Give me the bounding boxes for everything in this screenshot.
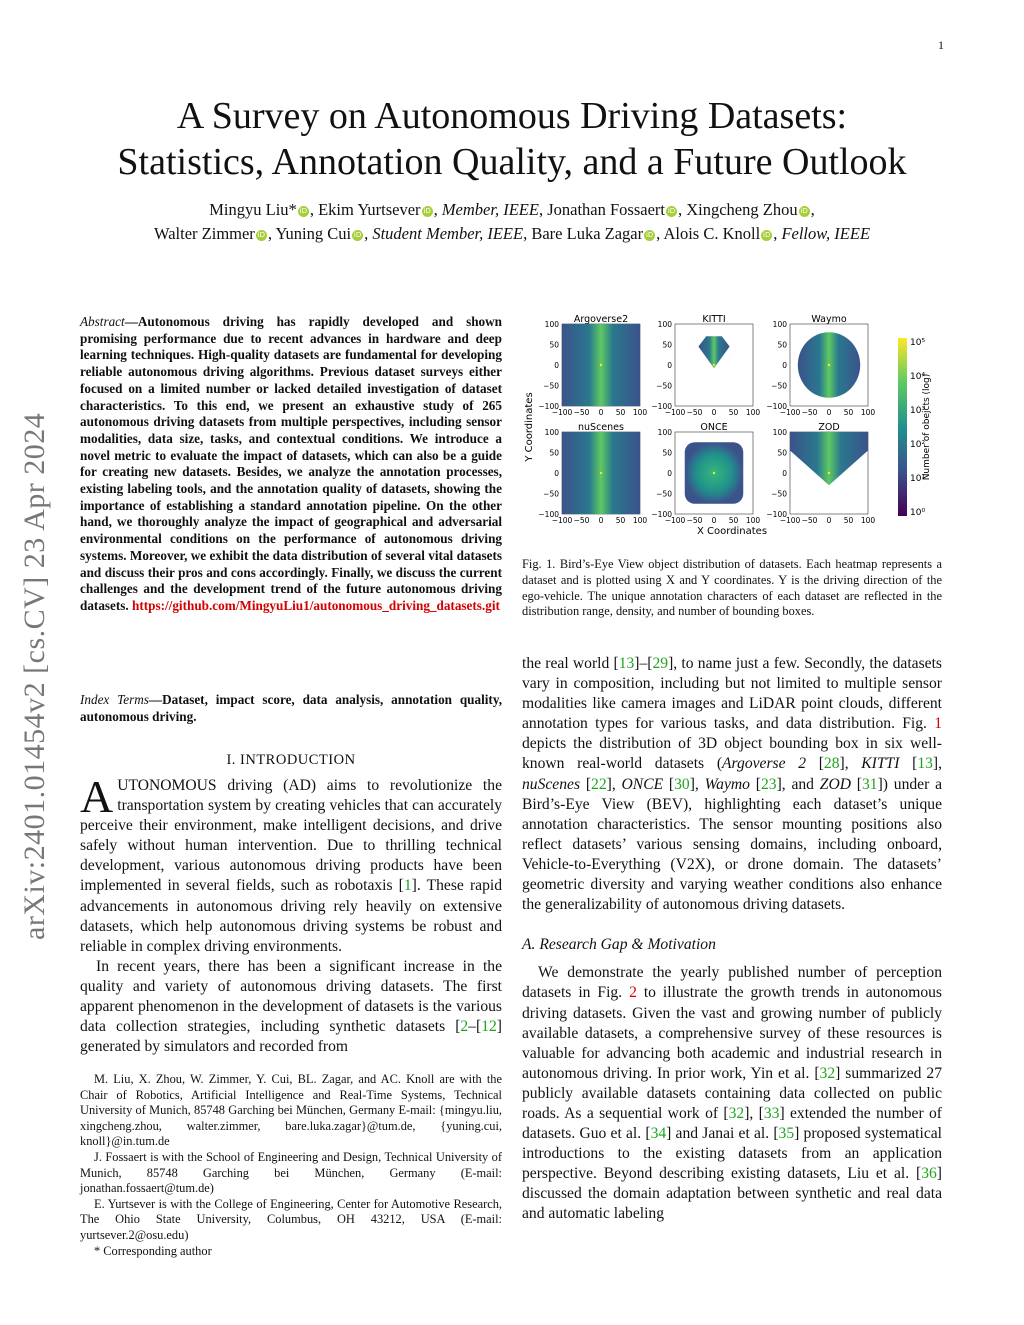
colorbar-tick-label: 10¹ <box>910 474 926 484</box>
y-tick-label: 0 <box>554 361 559 370</box>
colorbar <box>898 338 907 516</box>
orcid-icon[interactable]: iD <box>800 207 808 215</box>
x-tick-label: −50 <box>801 408 818 417</box>
author: , Yuning Cui <box>267 224 352 243</box>
citation[interactable]: 30 <box>674 775 690 793</box>
orcid-icon[interactable]: iD <box>645 231 654 239</box>
citation[interactable]: 29 <box>652 655 669 672</box>
citation[interactable]: 32 <box>819 1064 836 1082</box>
y-tick-label: 100 <box>772 428 787 437</box>
abstract <box>80 314 502 615</box>
colorbar-tick-label: 10³ <box>910 406 926 416</box>
author: Walter Zimmer <box>153 224 255 243</box>
y-tick-label: −100 <box>651 402 672 411</box>
orcid-icon[interactable]: iD <box>763 231 771 239</box>
x-tick-label: 50 <box>843 516 854 525</box>
citation[interactable]: 13 <box>618 655 635 672</box>
author-role: Student Member, IEEE <box>372 224 524 243</box>
colorbar-tick-label: 10⁰ <box>910 508 926 518</box>
y-tick-label: 100 <box>772 320 787 329</box>
author-role: Member, IEEE <box>441 200 539 219</box>
x-tick-label: −100 <box>664 408 686 417</box>
citation[interactable]: 36 <box>921 1165 937 1183</box>
orcid-icon[interactable]: iD <box>257 231 265 239</box>
citation[interactable]: 33 <box>763 1104 780 1122</box>
paper-title <box>40 93 984 185</box>
x-tick-label: 50 <box>615 516 626 525</box>
heatmap-panel <box>538 422 647 525</box>
index-terms-text: —Dataset, impact score, data analysis, annotation quality, autonomous driving. <box>80 692 502 724</box>
drop-cap: A <box>80 771 114 822</box>
abstract-text: —Autonomous driving has rapidly developed and shown promising performance due to recent advances in hardware and deep learning techniques. High-quality datasets are fundamental for developing reliable autonomous driving algorithms. Previous dataset surveys either focused on a limited number or lacked detailed investigation of dataset characteristics. To this end, we present an exhaustive study of 265 autonomous driving datasets from multiple perspectives, including sensor modalities, data size, tasks, and contextual conditions. We introduce a novel metric to evaluate the impact of datasets, which can also be a guide for creating new datasets. Besides, we analyze the annotation processes, existing labeling tools, and the annotation quality of datasets, showing the importance of establishing a standard annotation pipeline. On the other hand, we thoroughly analyze the impact of geographical and adversarial environmental conditions on the performance of autonomous driving systems. Moreover, we exhibit the data distribution of several vital datasets and discuss their pros and cons accordingly. Finally, we discuss the current challenges and the development trend of the future autonomous driving datasets. <box>80 314 502 613</box>
citation[interactable]: 22 <box>591 775 607 793</box>
panel-title: Argoverse2 <box>573 314 629 325</box>
y-axis-label: Y Coordinates <box>524 392 535 462</box>
author: Mingyu Liu* <box>209 200 297 219</box>
x-tick-label: 50 <box>843 408 854 417</box>
y-tick-label: 50 <box>549 448 559 458</box>
colorbar-tick-label: 10² <box>910 440 926 450</box>
right-body-text <box>522 654 942 1225</box>
heatmap-figure <box>522 312 942 542</box>
intro-paragraph-2: In recent years, there has been a significant increase in the quality and variety of autonomous driving datasets. The first apparent phenomenon in the development of datasets is the various data collection strategies, including synthetic datasets [2–[12] generated by simulators and recorded from <box>80 957 502 1056</box>
y-tick-label: 50 <box>777 340 787 350</box>
x-tick-label: −50 <box>686 408 703 417</box>
x-tick-label: 50 <box>728 516 739 525</box>
y-tick-label: 50 <box>662 448 672 458</box>
x-tick-label: −50 <box>573 516 590 525</box>
author-role: Fellow, IEEE <box>781 224 871 243</box>
citation[interactable]: 12 <box>481 1018 497 1036</box>
colorbar-tick-label: 10⁴ <box>910 372 926 382</box>
x-tick-label: 100 <box>632 516 648 525</box>
x-tick-label: 0 <box>711 408 717 417</box>
footnote: E. Yurtsever is with the College of Engineering, Center for Automotive Research, The Ohio State University, Columbus, OH 43212, USA (E-mail: yurtsever.2@osu.edu) <box>80 1196 502 1242</box>
page-number: 1 <box>938 38 944 52</box>
orcid-icon[interactable]: iD <box>299 207 307 215</box>
y-tick-label: 0 <box>667 469 672 478</box>
arxiv-stamp: arXiv:2401.01454v2 [cs.CV] 23 Apr 2024 <box>18 412 51 940</box>
panel-title: KITTI <box>702 314 726 325</box>
y-tick-label: −100 <box>538 402 559 411</box>
x-tick-label: −100 <box>664 516 686 525</box>
y-tick-label: 0 <box>782 361 787 370</box>
x-tick-label: −100 <box>551 516 573 525</box>
x-tick-label: 100 <box>745 516 761 525</box>
x-tick-label: 100 <box>860 408 876 417</box>
x-tick-label: 100 <box>632 408 648 417</box>
citation[interactable]: 34 <box>650 1125 667 1143</box>
y-tick-label: −50 <box>656 381 672 391</box>
citation[interactable]: 35 <box>778 1125 795 1143</box>
heatmap-panel <box>538 314 647 417</box>
author: , Ekim Yurtsever <box>309 200 421 219</box>
heatmap-panel <box>651 422 760 525</box>
y-tick-label: −100 <box>766 402 787 411</box>
y-tick-label: −50 <box>543 381 559 391</box>
citation[interactable]: 1 <box>403 877 412 895</box>
y-tick-label: −50 <box>656 489 672 499</box>
title-line-1: A Survey on Autonomous Driving Datasets: <box>176 95 848 137</box>
author: , Bare Luka Zagar <box>523 224 644 243</box>
x-tick-label: 100 <box>745 408 761 417</box>
panel-title: Waymo <box>811 314 847 325</box>
author: , Alois C. Knoll <box>656 224 761 243</box>
figure-1 <box>522 312 942 542</box>
footnote: J. Fossaert is with the School of Engineering and Design, Technical University of Munich, 85748 Garching bei München, Germany (E-mail: jonathan.fossaert@tum.de) <box>80 1149 502 1196</box>
y-tick-label: 0 <box>782 469 787 478</box>
footnote: * Corresponding author <box>94 1243 212 1258</box>
colorbar-label: Number of obejcts (log) <box>922 373 932 481</box>
heatmap-panel <box>766 422 875 525</box>
x-tick-label: 100 <box>860 516 876 525</box>
y-tick-label: 0 <box>554 469 559 478</box>
abstract-label: Abstract <box>80 314 125 329</box>
github-link[interactable]: https://github.com/MingyuLiu1/autonomous_driving_datasets.git <box>132 597 500 613</box>
y-tick-label: 100 <box>544 320 559 329</box>
x-tick-label: 50 <box>615 408 626 417</box>
y-tick-label: −100 <box>651 510 672 519</box>
y-tick-label: 100 <box>544 428 559 437</box>
x-tick-label: 0 <box>826 516 832 525</box>
citation[interactable]: 13 <box>917 755 933 773</box>
x-tick-label: −50 <box>686 516 703 525</box>
y-tick-label: −50 <box>771 489 787 499</box>
citation[interactable]: 23 <box>760 775 777 793</box>
section-heading: I. INTRODUCTION <box>226 752 356 768</box>
y-tick-label: 50 <box>549 340 559 350</box>
colorbar-tick-label: 10⁵ <box>910 338 926 348</box>
ego-vehicle-point <box>600 364 602 366</box>
y-tick-label: −100 <box>766 510 787 519</box>
y-tick-label: 50 <box>662 340 672 350</box>
x-axis-label: X Coordinates <box>696 526 768 537</box>
index-terms-label: Index Terms <box>80 692 149 707</box>
title-line-2: Statistics, Annotation Quality, and a Future Outlook <box>117 141 907 183</box>
y-tick-label: 100 <box>657 428 672 437</box>
author: , Xingcheng Zhou <box>677 200 798 219</box>
ego-vehicle-point <box>713 472 715 474</box>
x-tick-label: 50 <box>728 408 739 417</box>
heatmap-panel <box>651 314 760 417</box>
panel-title: ZOD <box>818 422 840 433</box>
x-tick-label: 0 <box>598 516 604 525</box>
x-tick-label: −100 <box>551 408 573 417</box>
heatmap-panel <box>766 314 875 417</box>
ego-vehicle-point <box>713 364 715 366</box>
subsection-heading: A. Research Gap & Motivation <box>522 936 716 954</box>
footnotes <box>80 1072 502 1259</box>
ego-vehicle-point <box>600 472 602 474</box>
author-list: Mingyu Liu* iD , Ekim Yurtsever iD , Member, IEEE, Jonathan Fossaert iD , Xingcheng Zhou iD , Walter Zimmer iD , Yuning Cui iD , Student Member, IEEE, Bare Luka Zagar iD , Alois C. Knoll iD , Fellow, IEEE <box>153 200 871 243</box>
x-tick-label: −100 <box>779 516 801 525</box>
y-tick-label: 0 <box>667 361 672 370</box>
figure-reference[interactable]: 1 <box>934 715 942 733</box>
citation[interactable]: 28 <box>823 755 840 773</box>
author: , Jonathan Fossaert <box>538 200 665 219</box>
orcid-icon[interactable]: iD <box>353 231 362 239</box>
footnote: M. Liu, X. Zhou, W. Zimmer, Y. Cui, BL. Zagar, and AC. Knoll are with the Chair of Robotics, Artificial Intelligence and Real-Time Systems, Technical University of Munich, 85748 Garching bei München, Germany E-mail: {mingyu.liu, xingcheng.zhou, walter.zimmer, bare.luka.zagar}@tum.de, {yuning.cui, knoll}@in.tum.de <box>80 1072 502 1149</box>
x-tick-label: 0 <box>826 408 832 417</box>
citation[interactable]: 32 <box>728 1104 745 1122</box>
orcid-icon[interactable]: iD <box>423 207 431 215</box>
intro-text <box>80 771 502 1057</box>
citation[interactable]: 31 <box>861 775 878 793</box>
ego-vehicle-point <box>828 472 830 474</box>
y-tick-label: 100 <box>657 320 672 329</box>
y-tick-label: 50 <box>777 448 787 458</box>
orcid-icon[interactable]: iD <box>667 207 676 215</box>
index-terms <box>80 692 502 725</box>
separator: , <box>810 200 815 219</box>
x-tick-label: −100 <box>779 408 801 417</box>
y-tick-label: −100 <box>538 510 559 519</box>
paragraph: the real world [13]–[29], to name just a few. Secondly, the datasets vary in composition, including but not limited to multiple sensor modalities like camera images and LiDAR point clouds, different annotation types for various tasks, and data distribution. Fig. 1 depicts the distribution of 3D object bounding box in six well-known real-world datasets (Argoverse 2 [28], KITTI [13], nuScenes [22], ONCE [30], Waymo [23], and ZOD [31]) under a Bird’s-Eye View (BEV), highlighting each dataset’s unique annotation characteristics. The sensor mounting positions also reflect datasets’ various sensing domains, including onboard, Vehicle-to-Everything (V2X), or drone domain. The datasets’ geometric diversity and varying weather conditions also enhance the generalizability of autonomous driving datasets. <box>522 655 942 914</box>
x-tick-label: 0 <box>598 408 604 417</box>
intro-paragraph-1: AUTONOMOUS driving (AD) aims to revolutionize the transportation system by creating vehicles that can accurately perceive their environment, make intelligent decisions, and drive safely without human intervention. Due to thrilling technical development, various autonomous driving products have been implemented in several fields, such as robotaxis [1]. These rapid advancements in autonomous driving rely heavily on extensive datasets, which help autonomous driving systems be robust and reliable in complex driving environments. <box>80 771 502 955</box>
x-tick-label: 0 <box>711 516 717 525</box>
x-tick-label: −50 <box>573 408 590 417</box>
panel-title: nuScenes <box>578 422 624 433</box>
citation[interactable]: 2 <box>460 1018 469 1036</box>
panel-title: ONCE <box>700 422 728 433</box>
y-tick-label: −50 <box>543 489 559 499</box>
ego-vehicle-point <box>828 364 830 366</box>
x-tick-label: −50 <box>801 516 818 525</box>
figure-reference[interactable]: 2 <box>629 984 637 1002</box>
figure-caption: Fig. 1. Bird’s-Eye View object distribution of datasets. Each heatmap represents a dataset and is plotted using X and Y coordinates. Y is the driving direction of the ego-vehicle. The unique annotation characters of each dataset are reflected in the distribution range, density, and number of bounding boxes. <box>522 557 942 619</box>
paragraph: We demonstrate the yearly published number of perception datasets in Fig. 2 to illustrate the growth trends in autonomous driving datasets. Given the vast and growing number of publicly available datasets, a comprehensive survey of these resources is valuable for advancing both academic and industrial research in autonomous driving. In prior work, Yin et al. [32] summarized 27 publicly available datasets containing data collected on public roads. As a sequential work of [32], [33] extended the number of datasets. Guo et al. [34] and Janai et al. [35] proposed systematical introductions to the existing datasets from an application perspective. Beyond describing existing datasets, Liu et al. [36] discussed the domain adaptation between synthetic and real data and automatic labeling <box>522 964 942 1223</box>
y-tick-label: −50 <box>771 381 787 391</box>
